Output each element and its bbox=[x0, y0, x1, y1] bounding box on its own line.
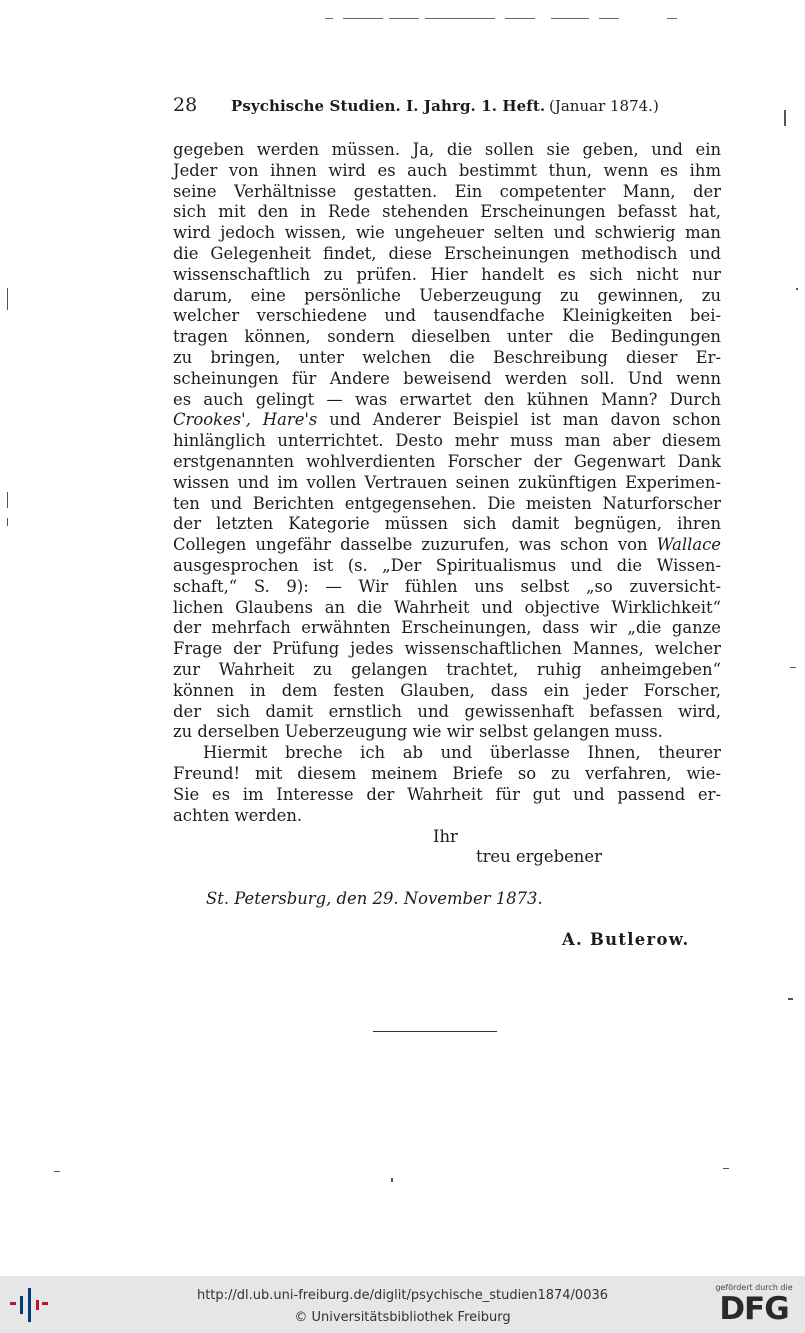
text-fragment: und Anderer Beispiel ist man davon schon bbox=[317, 410, 721, 430]
page-header bbox=[173, 94, 733, 118]
scan-mark bbox=[784, 110, 786, 126]
text-line: ten und Berichten entgegensehen. Die meisten Naturforscher bbox=[173, 493, 721, 513]
scan-mark bbox=[796, 288, 798, 290]
issue-date: (Januar 1874.) bbox=[549, 97, 659, 115]
scan-mark bbox=[723, 1168, 729, 1169]
scan-mark bbox=[7, 288, 8, 310]
text-line: scheinungen für Andere beweisend werden soll. Und wenn bbox=[173, 368, 721, 388]
text-line: welcher verschiedene und tausendfache Kleinigkeiten bei- bbox=[173, 306, 721, 326]
end-rule bbox=[373, 1031, 497, 1032]
scan-mark bbox=[7, 492, 8, 508]
text-fragment: Collegen ungefähr dasselbe zuzurufen, was schon von bbox=[173, 535, 657, 555]
text-line: wissenschaftlich zu prüfen. Hier handelt es sich nicht nur bbox=[173, 264, 721, 284]
closing-phrase: treu ergebener bbox=[476, 847, 602, 866]
scan-mark bbox=[788, 998, 793, 1000]
text-line: schaft,“ S. 9): — Wir fühlen uns selbst „so zuversicht- bbox=[173, 576, 721, 596]
text-line: ausgesprochen ist (s. „Der Spiritualismus und die Wissen- bbox=[173, 555, 721, 575]
author-name-italic: Wallace bbox=[656, 535, 721, 555]
funded-by-label: gefördert durch die bbox=[715, 1283, 793, 1292]
text-line: wird jedoch wissen, wie ungeheuer selten und schwierig man bbox=[173, 223, 721, 243]
text-line: seine Verhältnisse gestatten. Ein competenter Mann, der bbox=[173, 181, 721, 201]
text-line: können in dem festen Glauben, dass ein jeder Forscher, bbox=[173, 680, 721, 700]
text-line: achten werden. bbox=[173, 805, 303, 825]
text-line-crookes bbox=[173, 410, 721, 431]
author-names-italic: Crookes', Hare's bbox=[173, 410, 318, 430]
text-line: der sich damit ernstlich und gewissenhaft befassen wird, bbox=[173, 701, 721, 721]
text-line: Frage der Prüfung jedes wissenschaftlichen Mannes, welcher bbox=[173, 639, 721, 659]
text-line: Freund! mit diesem meinem Briefe so zu verfahren, wie- bbox=[173, 763, 721, 783]
place-and-date: St. Petersburg, den 29. November 1873. bbox=[206, 889, 543, 908]
scan-mark bbox=[7, 518, 8, 526]
copyright-notice: © Universitätsbibliothek Freiburg bbox=[294, 1310, 511, 1325]
signature: A. Butlerow. bbox=[562, 930, 690, 949]
text-line: die Gelegenheit findet, diese Erscheinungen methodisch und bbox=[173, 243, 721, 263]
text-line: lichen Glaubens an die Wahrheit und objective Wirklichkeit“ bbox=[173, 597, 721, 617]
dfg-logo: DFG bbox=[719, 1291, 789, 1327]
text-line: erstgenannten wohlverdienten Forscher der Gegenwart Dank bbox=[173, 451, 721, 471]
text-line: der mehrfach erwähnten Erscheinungen, dass wir „die ganze bbox=[173, 618, 721, 638]
scan-mark bbox=[54, 1171, 60, 1172]
scan-mark bbox=[391, 1178, 393, 1182]
source-url-link[interactable]: http://dl.ub.uni-freiburg.de/diglit/psychische_studien1874/0036 bbox=[196, 1288, 609, 1303]
scan-artifact-top bbox=[325, 18, 685, 22]
text-line: sich mit den in Rede stehenden Erscheinungen befasst hat, bbox=[173, 202, 721, 222]
text-line: Jeder von ihnen wird es auch bestimmt thun, wenn es ihm bbox=[173, 160, 721, 180]
page-number: 28 bbox=[173, 94, 198, 116]
text-line: Hiermit breche ich ab und überlasse Ihnen, theurer bbox=[203, 743, 721, 763]
text-line: wissen und im vollen Vertrauen seinen zukünftigen Experimen- bbox=[173, 472, 721, 492]
running-head: Psychische Studien. I. Jahrg. 1. Heft. bbox=[231, 97, 546, 115]
text-line: Sie es im Interesse der Wahrheit für gut und passend er- bbox=[173, 784, 721, 804]
text-line: es auch gelingt — was erwartet den kühnen Mann? Durch bbox=[173, 389, 721, 409]
text-line: zu derselben Ueberzeugung wie wir selbst gelangen muss. bbox=[173, 722, 663, 742]
body-text bbox=[173, 140, 721, 826]
closing-salutation: Ihr bbox=[433, 827, 458, 846]
text-line: zu bringen, unter welchen die Beschreibung dieser Er- bbox=[173, 347, 721, 367]
scan-mark bbox=[790, 667, 796, 668]
text-line: zur Wahrheit zu gelangen trachtet, ruhig anheimgeben“ bbox=[173, 659, 721, 679]
text-line: hinlänglich unterrichtet. Desto mehr muss man aber diesem bbox=[173, 431, 721, 451]
text-line: tragen können, sondern dieselben unter die Bedingungen bbox=[173, 327, 721, 347]
text-line-wallace bbox=[173, 535, 721, 556]
text-line: darum, eine persönliche Ueberzeugung zu gewinnen, zu bbox=[173, 285, 721, 305]
text-line: der letzten Kategorie müssen sich damit begnügen, ihren bbox=[173, 514, 721, 534]
text-line: gegeben werden müssen. Ja, die sollen sie geben, und ein bbox=[173, 140, 721, 159]
footer-bar bbox=[0, 1276, 805, 1333]
